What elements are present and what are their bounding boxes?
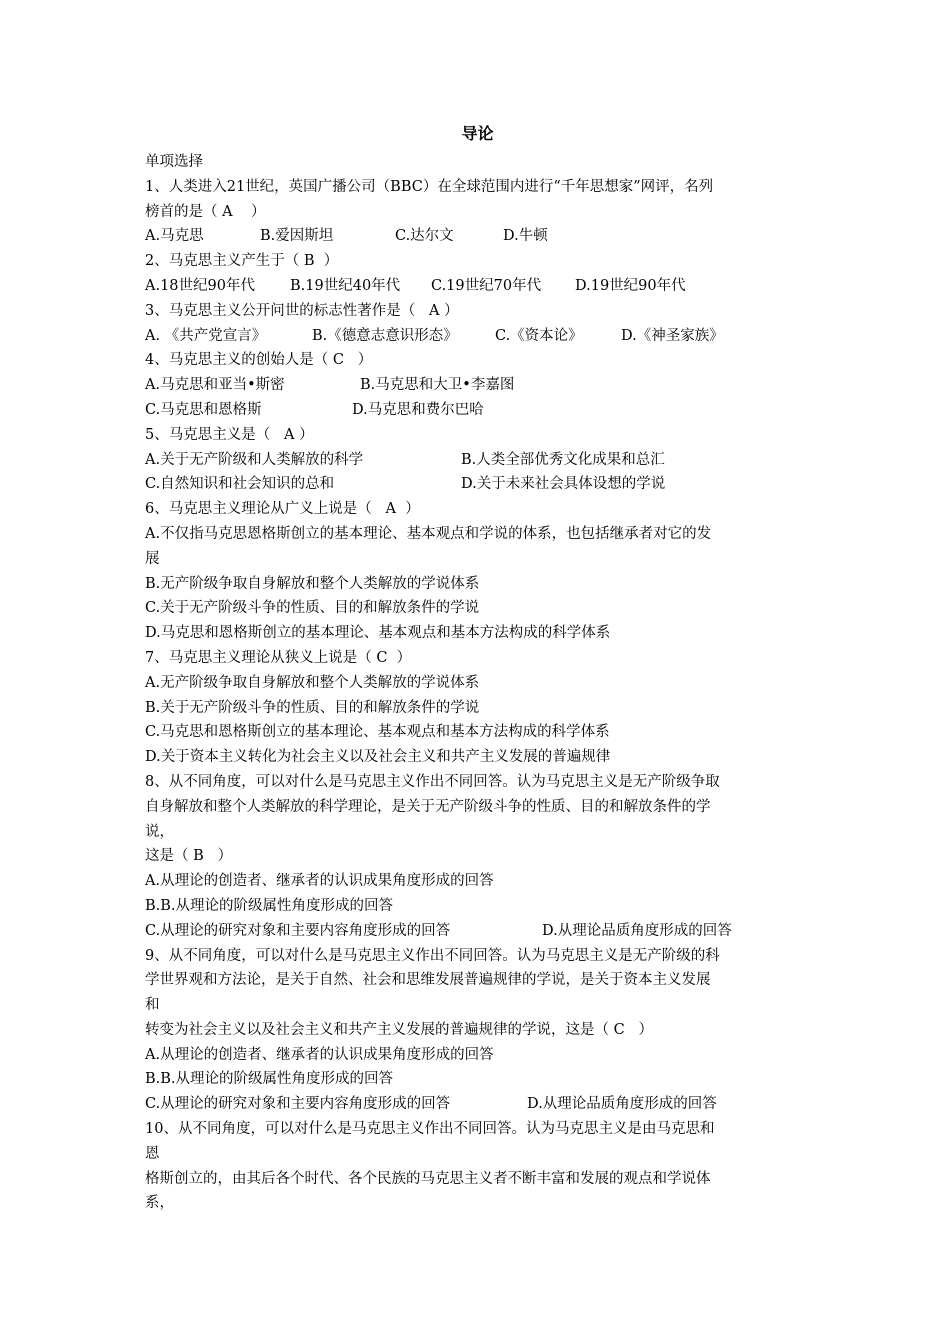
q5-option-c: C.自然知识和社会知识的总和 [145,476,335,493]
q1-stem-line1: 1、人类进入21世纪，英国广播公司（BBC）在全球范围内进行“千年思想家”网评，名列 [145,178,714,195]
q2-option-b: B.19世纪40年代 [290,277,401,294]
q3-option-a: A. 《共产党宣言》 [145,327,267,344]
q4-stem: 4、马克思主义的创始人是（ C ） [145,352,373,369]
q2-stem: 2、马克思主义产生于（ B ） [145,253,339,270]
q7-stem: 7、马克思主义理论从狭义上说是（ C ） [145,649,412,666]
q10-stem-line2: 恩 [145,1145,160,1162]
q3-option-b: B.《德意志意识形态》 [312,327,458,344]
q3-option-d: D.《神圣家族》 [621,327,724,344]
q8-option-a: A.从理论的创造者、继承者的认识成果角度形成的回答 [145,873,494,890]
q1-option-c: C.达尔文 [395,228,454,245]
q3-options [145,324,810,349]
q8-options-cd [145,919,810,944]
q9-option-b: B.B.从理论的阶级属性角度形成的回答 [145,1071,394,1088]
q1-option-a: A.马克思 [145,228,204,245]
q8-option-c: C.从理论的研究对象和主要内容角度形成的回答 [145,922,451,939]
q9-option-d: D.从理论品质角度形成的回答 [527,1096,717,1113]
q6-option-a-line2: 展 [145,550,160,567]
q6-stem: 6、马克思主义理论从广义上说是（ A ） [145,501,420,518]
q8-stem-line4: 这是（ B ） [145,848,233,865]
q1-option-b: B.爱因斯坦 [260,228,334,245]
q6-option-b: B.无产阶级争取自身解放和整个人类解放的学说体系 [145,575,480,592]
q5-options-row1 [145,448,810,473]
q9-stem-line1: 9、从不同角度，可以对什么是马克思主义作出不同回答。认为马克思主义是无产阶级的科 [145,947,720,964]
section-heading: 单项选择 [145,154,203,170]
q1-options [145,224,810,249]
q6-option-c: C.关于无产阶级斗争的性质、目的和解放条件的学说 [145,600,480,617]
q9-option-a: A.从理论的创造者、继承者的认识成果角度形成的回答 [145,1046,494,1063]
q5-option-d: D.关于未来社会具体设想的学说 [461,476,666,493]
q9-stem-line3: 和 [145,997,160,1014]
q5-option-b: B.人类全部优秀文化成果和总汇 [461,451,665,468]
q9-stem-line2: 学世界观和方法论，是关于自然、社会和思维发展普遍规律的学说，是关于资本主义发展 [145,972,711,989]
q4-options-row1 [145,373,810,398]
q8-stem-line3: 说， [145,823,174,840]
q6-option-a-line1: A.不仅指马克思恩格斯创立的基本理论、基本观点和学说的体系，也包括继承者对它的发 [145,525,712,542]
q4-option-c: C.马克思和恩格斯 [145,401,262,418]
q2-options [145,274,810,299]
q5-option-a: A.关于无产阶级和人类解放的科学 [145,451,364,468]
q4-option-a: A.马克思和亚当•斯密 [145,377,285,394]
q1-option-d: D.牛顿 [503,228,548,245]
q2-option-c: C.19世纪70年代 [431,277,542,294]
q4-option-d: D.马克思和费尔巴哈 [352,401,484,418]
q10-stem-line3: 格斯创立的，由其后各个时代、各个民族的马克思主义者不断丰富和发展的观点和学说体 [145,1170,711,1187]
q2-option-a: A.18世纪90年代 [145,277,255,294]
q1-stem-line2: 榜首的是（ A ） [145,203,266,220]
q7-option-b: B.关于无产阶级斗争的性质、目的和解放条件的学说 [145,699,480,716]
q9-stem-line4: 转变为社会主义以及社会主义和共产主义发展的普遍规律的学说，这是（ C ） [145,1021,654,1038]
q8-option-d: D.从理论品质角度形成的回答 [542,922,732,939]
q7-option-a: A.无产阶级争取自身解放和整个人类解放的学说体系 [145,674,480,691]
q3-option-c: C.《资本论》 [495,327,583,344]
q9-options-cd [145,1092,810,1117]
q8-stem-line1: 8、从不同角度，可以对什么是马克思主义作出不同回答。认为马克思主义是无产阶级争取 [145,773,720,790]
q7-option-c: C.马克思和恩格斯创立的基本理论、基本观点和基本方法构成的科学体系 [145,724,610,741]
q5-stem: 5、马克思主义是（ A ） [145,426,314,443]
q8-stem-line2: 自身解放和整个人类解放的科学理论，是关于无产阶级斗争的性质、目的和解放条件的学 [145,798,711,815]
q5-options-row2 [145,472,810,497]
document-page [145,122,810,1216]
q10-stem-line4: 系， [145,1195,174,1212]
q9-option-c: C.从理论的研究对象和主要内容角度形成的回答 [145,1096,451,1113]
q3-stem: 3、马克思主义公开问世的标志性著作是（ A ） [145,302,459,319]
q4-options-row2 [145,398,810,423]
q6-option-d: D.马克思和恩格斯创立的基本理论、基本观点和基本方法构成的科学体系 [145,625,611,642]
q7-option-d: D.关于资本主义转化为社会主义以及社会主义和共产主义发展的普遍规律 [145,749,611,766]
q4-option-b: B.马克思和大卫•李嘉图 [360,377,515,394]
q8-option-b: B.B.从理论的阶级属性角度形成的回答 [145,897,394,914]
q10-stem-line1: 10、从不同角度，可以对什么是马克思主义作出不同回答。认为马克思主义是由马克思和 [145,1121,715,1138]
q2-option-d: D.19世纪90年代 [575,277,686,294]
doc-title: 导论 [461,124,494,143]
